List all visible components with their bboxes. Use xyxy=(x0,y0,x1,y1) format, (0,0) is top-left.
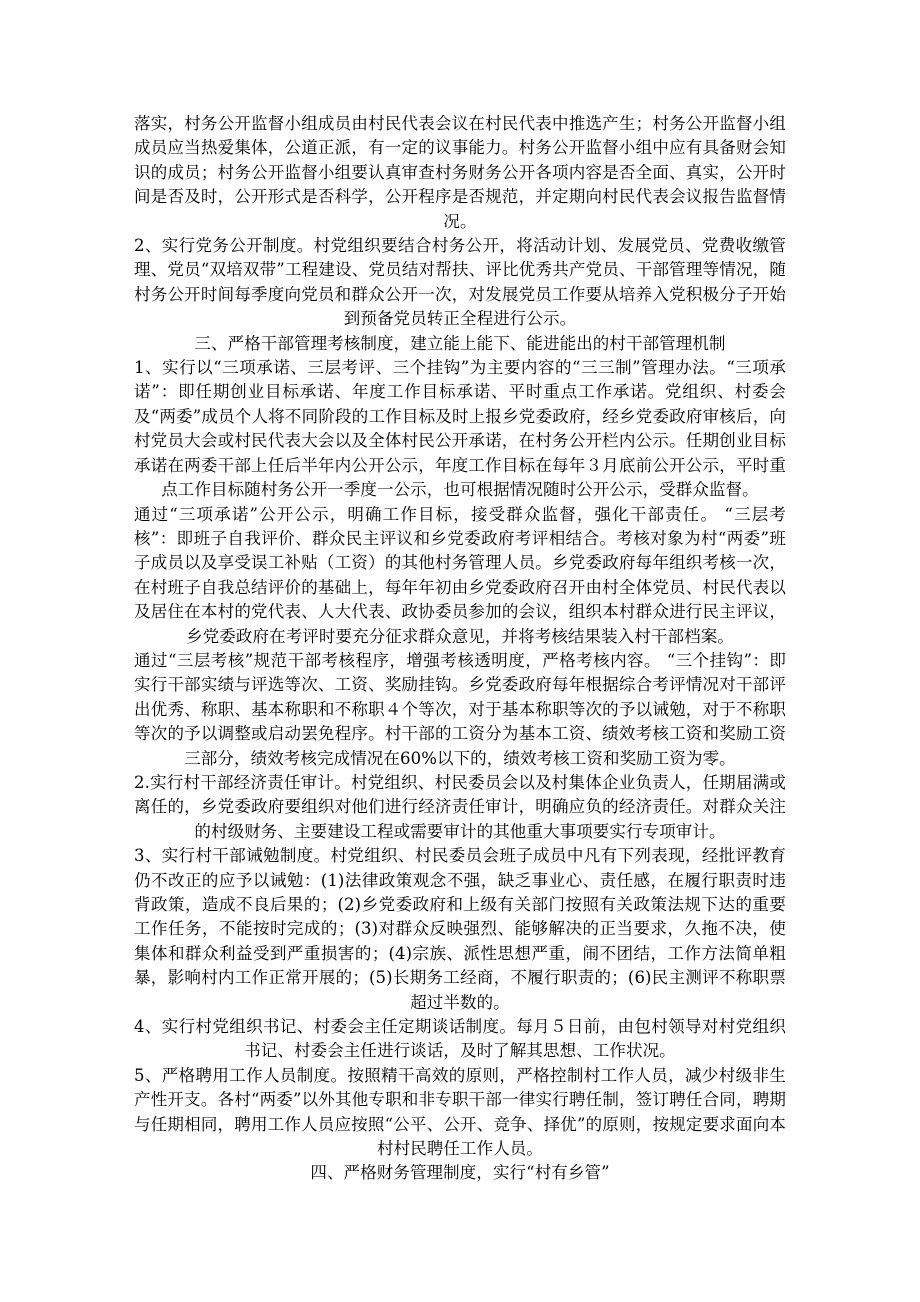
paragraph-three-layer-assessment: 通过“三项承诺”公开公示，明确工作目标，接受群众监督，强化干部责任。 “三层考核”：即班子自我评价、群众民主评议和乡党委政府考评相结合。考核对象为村“两委”班子成员以及享受误工补贴（工资）的其他村务管理人员。乡党委政府每年组织考核一次，在村班子自我总结评价的基础上，每年年初由乡党委政府召开由村全体党员、村民代表以及居住在本村的党代表、人大代表、政协委员参加的会议，组织本村群众进行民主评议，乡党委政府在考评时要充分征求群众意见，并将考核结果装入村干部档案。 xyxy=(134,504,786,646)
paragraph-economic-audit: 2.实行村干部经济责任审计。村党组织、村民委员会以及村集体企业负责人，任期届满或离任的，乡党委政府要组织对他们进行经济责任审计，明确应负的经济责任。对群众关注的村级财务、主要建设工程或需要审计的其他重大事项要实行专项审计。 xyxy=(134,772,786,841)
paragraph-supervision-group: 落实，村务公开监督小组成员由村民代表会议在村民代表中推选产生；村务公开监督小组成员应当热爱集体，公道正派，有一定的议事能力。村务公开监督小组中应有具备财会知识的成员；村务公开监督小组要认真审查村务财务公开各项内容是否全面、真实，公开时间是否及时，公开形式是否科学，公开程序是否规范，并定期向村民代表会议报告监督情况。 xyxy=(134,114,786,231)
paragraph-hiring-system: 5、严格聘用工作人员制度。按照精干高效的原则，严格控制村工作人员，减少村级非生产性开支。各村“两委”以外其他专职和非专职干部一律实行聘任制，签订聘任合同，聘期与任期相同，聘用工作人员应按照“公平、公开、竞争、择优”的原则，按规定要求面向本村村民聘任工作人员。 xyxy=(134,1065,786,1159)
paragraph-party-affairs-disclosure: 2、实行党务公开制度。村党组织要结合村务公开，将活动计划、发展党员、党费收缴管理、党员“双培双带”工程建设、党员结对帮扶、评比优秀共产党员、干部管理等情况，随村务公开时间每季度向党员和群众公开一次，对发展党员工作要从培养入党积极分子开始到预备党员转正全程进行公示。 xyxy=(134,236,786,329)
section-heading-financial-management: 四、严格财务管理制度，实行“村有乡管” xyxy=(310,1163,610,1183)
document-body xyxy=(134,112,786,1186)
paragraph-three-three-system: 1、实行以“三项承诺、三层考评、三个挂钩”为主要内容的“三三制”管理办法。“三项承诺”：即任期创业目标承诺、年度工作目标承诺、平时重点工作承诺。党组织、村委会及“两委”成员个人将不同阶段的工作目标及时上报乡党委政府，经乡党委政府审核后，向村党员大会或村民代表大会以及全体村民公开承诺，在村务公开栏内公示。任期创业目标承诺在两委干部上任后半年内公开公示，年度工作目标在每年３月底前公开公示，平时重点工作目标随村务公开一季度一公示，也可根据情况随时公开公示，受群众监督。 xyxy=(134,358,786,500)
paragraph-regular-talks: 4、实行村党组织书记、村委会主任定期谈话制度。每月５日前，由包村领导对村党组织书记、村委会主任进行谈话，及时了解其思想、工作状况。 xyxy=(134,1017,786,1061)
section-heading-cadre-management: 三、严格干部管理考核制度，建立能上能下、能进能出的村干部管理机制 xyxy=(194,333,726,353)
paragraph-three-links: 通过“三层考核”规范干部考核程序，增强考核透明度，严格考核内容。 “三个挂钩”：即实行干部实绩与评选等次、工资、奖励挂钩。乡党委政府每年根据综合考评情况对干部评出优秀、称职、基本称职和不称职４个等次，对于基本称职等次的予以诫勉，对于不称职等次的予以调整或启动罢免程序。村干部的工资分为基本工资、绩效考核工资和奖励工资三部分，绩效考核完成情况在60%以下的，绩效考核工资和奖励工资为零。 xyxy=(134,650,786,768)
paragraph-admonition-system: 3、实行村干部诫勉制度。村党组织、村民委员会班子成员中凡有下列表现，经批评教育仍不改正的应予以诫勉：(1)法律政策观念不强，缺乏事业心、责任感，在履行职责时违背政策，造成不良后果的；(2)乡党委政府和上级有关部门按照有关政策法规下达的重要工作任务，不能按时完成的；(3)对群众反映强烈、能够解决的正当要求，久拖不决，使集体和群众利益受到严重损害的；(4)宗族、派性思想严重，闹不团结，工作方法简单粗暴，影响村内工作正常开展的；(5)长期务工经商，不履行职责的；(6)民主测评不称职票超过半数的。 xyxy=(134,846,786,1012)
